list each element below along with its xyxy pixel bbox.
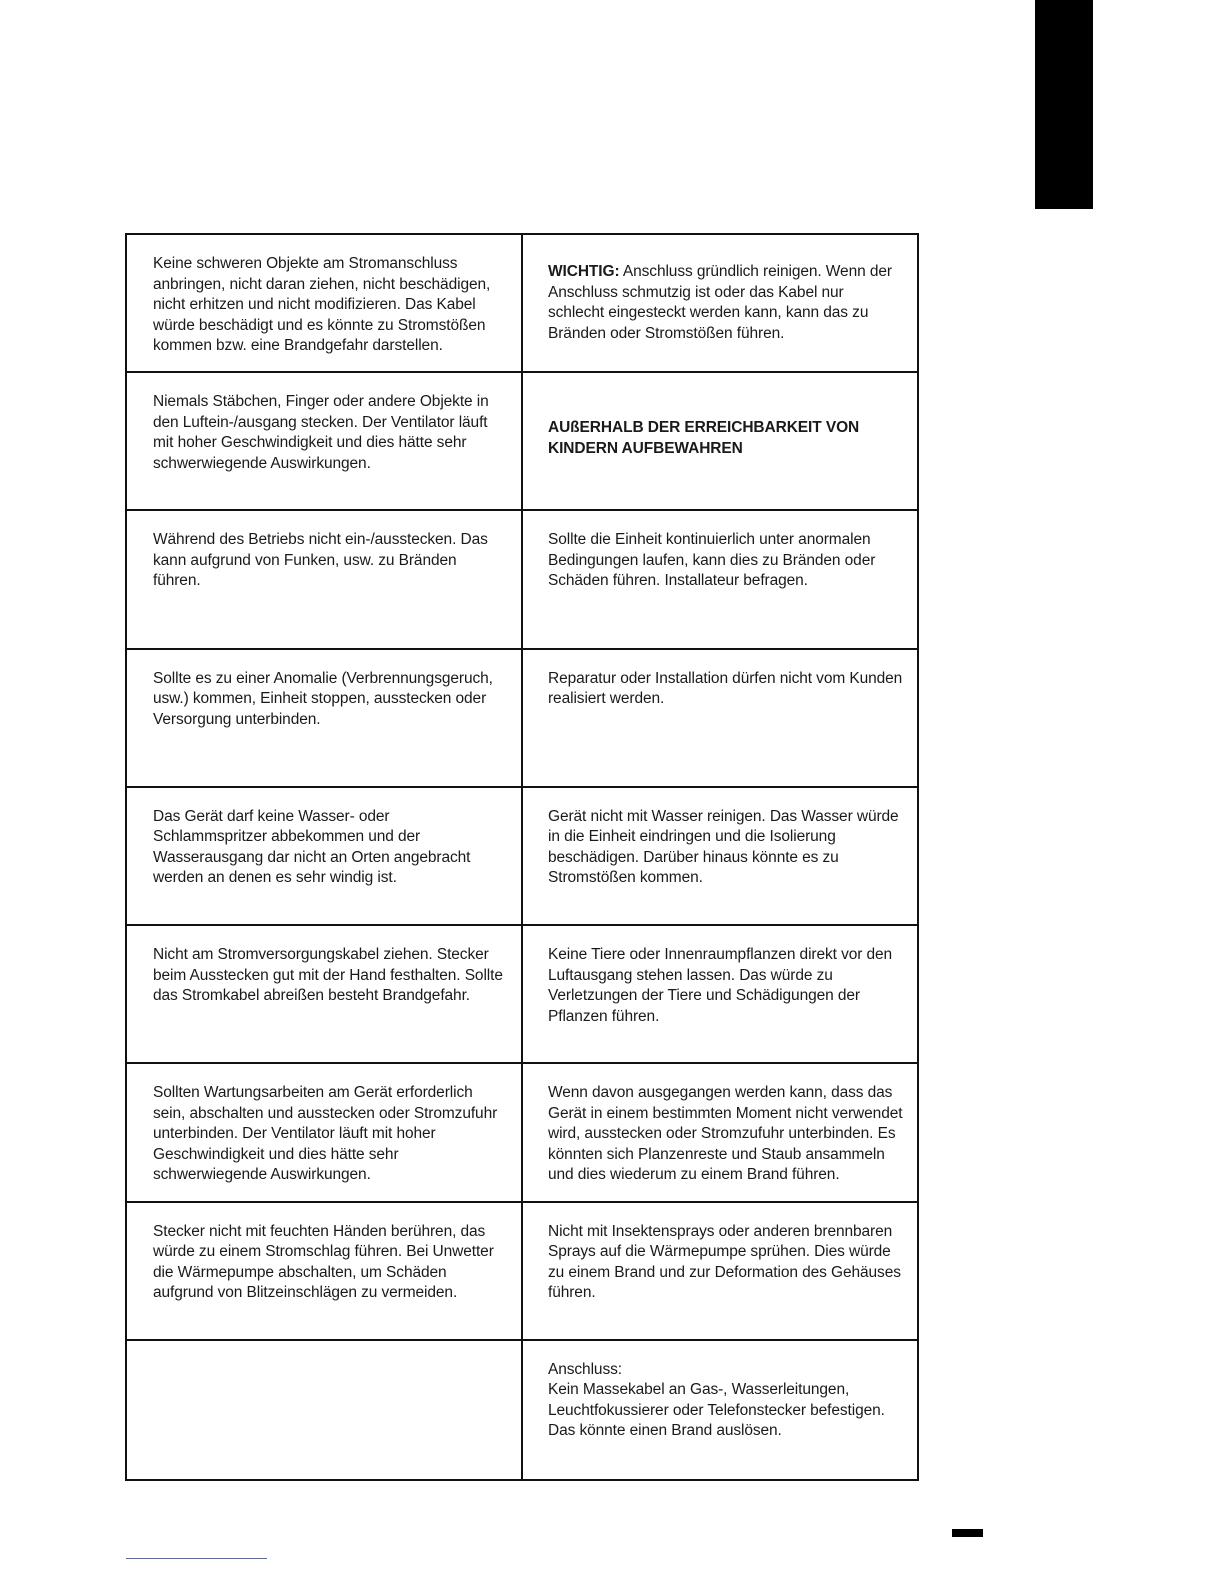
cell-text: Nicht am Stromversorgungskabel ziehen. Stecker beim Ausstecken gut mit der Hand festhalten. Sollte das Stromkabel abreißen besteht Brandgefahr. [153, 946, 503, 1005]
table-cell-r4-right [523, 650, 917, 788]
cell-text: Sollte die Einheit kontinuierlich unter anormalen Bedingungen laufen, kann dies zu Bränden oder Schäden führen. Installateur befragen. [548, 531, 876, 590]
table-cell-r9-left [127, 1341, 523, 1479]
table-cell-r8-right [523, 1203, 917, 1341]
cell-text: Sollte es zu einer Anomalie (Verbrennungsgeruch, usw.) kommen, Einheit stoppen, ausstecken oder Versorgung unterbinden. [153, 669, 493, 728]
table-cell-r2-right [523, 373, 917, 511]
cell-text: Gerät nicht mit Wasser reinigen. Das Wasser würde in die Einheit eindringen und die Isolierung beschädigen. Darüber hinaus könnte es zu Stromstößen kommen. [548, 807, 899, 887]
cell-text: Wenn davon ausgegangen werden kann, dass das Gerät in einem bestimmten Moment nicht verwendet wird, ausstecken oder Stromzufuhr unterbinden. Es könnten sich Planzenreste und Staub ansammeln und dies wiederum zu einem Brand führen. [548, 1084, 903, 1184]
table-cell-r5-left [127, 788, 523, 926]
cell-text: Niemals Stäbchen, Finger oder andere Objekte in den Luftein-/ausgang stecken. Der Ventilator läuft mit hoher Geschwindigkeit und dies hätte sehr schwerwiegende Auswirkungen. [153, 393, 489, 472]
table-cell-r1-left [127, 235, 523, 373]
table-cell-r1-right [523, 235, 917, 373]
cell-text: Reparatur oder Installation dürfen nicht vom Kunden realisiert werden. [548, 669, 903, 708]
table-cell-r2-left [127, 373, 523, 511]
table-cell-r4-left [127, 650, 523, 788]
cell-text: Keine Tiere oder Innenraumpflanzen direkt vor den Luftausgang stehen lassen. Das würde zu Verletzungen der Tiere und Schädigungen der Pflanzen führen. [548, 946, 893, 1025]
connection-title: Anschluss: [548, 1360, 622, 1378]
table-cell-r6-right [523, 926, 917, 1064]
table-cell-r6-left [127, 926, 523, 1064]
cell-text: Während des Betriebs nicht ein-/ausstecken. Das kann aufgrund von Funken, usw. zu Bränden führen. [153, 531, 488, 590]
important-text: Anschluss gründlich reinigen. Wenn der Anschluss schmutzig ist oder das Kabel nur schlecht eingesteckt werden kann, kann das zu Bränden oder Stromstößen führen. [548, 263, 892, 342]
table-cell-r3-right [523, 511, 917, 649]
children-warning-heading: AUßERHALB DER ERREICHBARKEIT VON KINDERN AUFBEWAHREN [548, 419, 860, 457]
cell-text: Nicht mit Insektensprays oder anderen brennbaren Sprays auf die Wärmepumpe sprühen. Dies würde zu einem Brand und zur Deformation des Gehäuses führen. [548, 1222, 901, 1302]
table-cell-r3-left [127, 511, 523, 649]
table-cell-r5-right [523, 788, 917, 926]
table-cell-r9-right [523, 1341, 917, 1479]
table-cell-r7-right [523, 1064, 917, 1202]
cell-text: Stecker nicht mit feuchten Händen berühren, das würde zu einem Stromschlag führen. Bei Unwetter die Wärmepumpe abschalten, um Schäden aufgrund von Blitzeinschlägen zu vermeiden. [153, 1222, 494, 1302]
page-marker [952, 1529, 983, 1537]
table-cell-r7-left [127, 1064, 523, 1202]
cell-text: Kein Massekabel an Gas-, Wasserleitungen, Leuchtfokussierer oder Telefonstecker befestigen. Das könnte einen Brand auslösen. [548, 1381, 885, 1440]
safety-instructions-table [125, 233, 919, 1481]
cell-text: Keine schweren Objekte am Stromanschluss anbringen, nicht daran ziehen, nicht beschädigen, nicht erhitzen und nicht modifizieren. Das Kabel würde beschädigt und es könnte zu Stromstößen kommen bzw. eine Brandgefahr darstellen. [153, 255, 491, 354]
language-side-tab [1035, 0, 1093, 209]
important-label: WICHTIG: [548, 263, 620, 281]
footer-rule [126, 1558, 267, 1559]
table-cell-r8-left [127, 1203, 523, 1341]
cell-text [548, 262, 903, 344]
cell-text: Das Gerät darf keine Wasser- oder Schlammspritzer abbekommen und der Wasserausgang dar nicht an Orten angebracht werden an denen es sehr windig ist. [153, 807, 471, 887]
cell-text: Sollten Wartungsarbeiten am Gerät erforderlich sein, abschalten und ausstecken oder Stromzufuhr unterbinden. Der Ventilator läuft mit hoher Geschwindigkeit und dies hätte sehr schwerwiegende Auswirkungen. [153, 1084, 498, 1184]
